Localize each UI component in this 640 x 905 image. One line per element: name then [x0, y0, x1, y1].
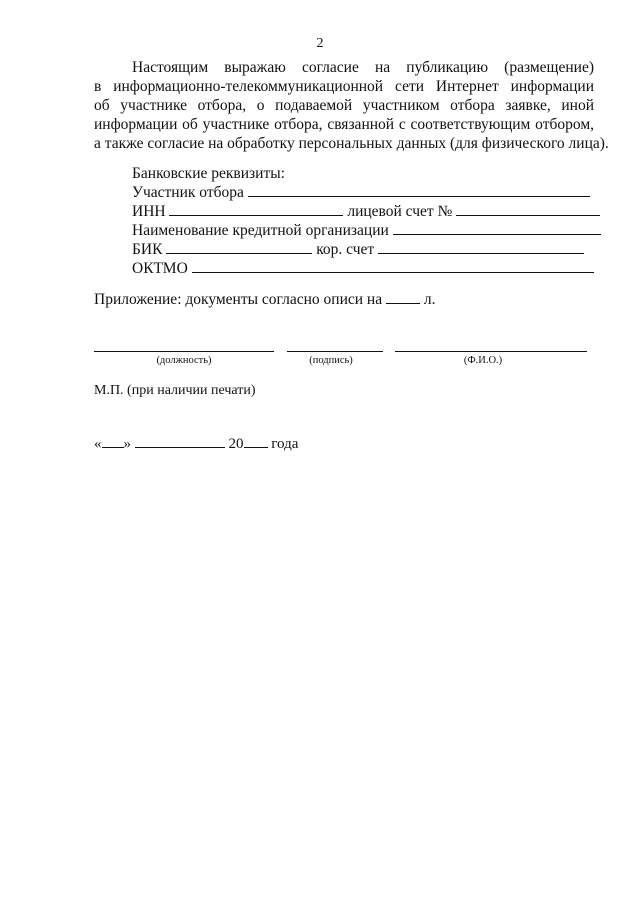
date-century: 20 [228, 436, 244, 452]
consent-paragraph [94, 58, 609, 153]
date-year-field[interactable] [244, 434, 268, 448]
oktmo-field[interactable] [192, 259, 594, 273]
appendix-suffix: л. [423, 291, 436, 308]
consent-line: а также согласие на обработку персональных данных (для физического лица). [94, 135, 609, 152]
stamp-note: М.П. (при наличии печати) [94, 383, 256, 398]
date-row [94, 434, 298, 454]
bik-field[interactable] [166, 240, 312, 254]
oktmo-row [132, 259, 594, 278]
signature-line[interactable] [287, 351, 383, 352]
inn-label: ИНН [132, 203, 166, 220]
account-field[interactable] [456, 202, 600, 216]
corr-field[interactable] [378, 240, 584, 254]
oktmo-label: ОКТМО [132, 260, 188, 277]
bik-row [132, 240, 584, 259]
inn-field[interactable] [169, 202, 343, 216]
consent-line: об участнике отбора, о подаваемой участником отбора заявке, иной [94, 97, 594, 114]
appendix-row [94, 290, 435, 309]
date-month-field[interactable] [135, 434, 225, 448]
consent-line: в информационно-телекоммуникационной сети Интернет информации [94, 78, 594, 95]
credit-org-field[interactable] [393, 221, 601, 235]
participant-row [132, 183, 590, 202]
date-open-quote: « [94, 436, 102, 452]
position-line[interactable] [94, 351, 274, 352]
date-suffix: года [271, 436, 299, 452]
consent-line: Настоящим выражаю согласие на публикацию (размещение) [132, 59, 594, 76]
page-number: 2 [316, 36, 324, 51]
date-day-field[interactable] [102, 434, 124, 448]
account-label: лицевой счет № [347, 203, 453, 220]
appendix-label: Приложение: документы согласно описи на [94, 291, 383, 308]
participant-field[interactable] [248, 183, 590, 197]
bik-label: БИК [132, 241, 163, 258]
participant-label: Участник отбора [132, 184, 244, 201]
name-caption: (Ф.И.О.) [463, 355, 503, 366]
position-caption: (должность) [156, 355, 212, 366]
credit-org-label: Наименование кредитной организации [132, 222, 389, 239]
date-close-quote: » [123, 436, 131, 452]
appendix-pages-field[interactable] [386, 290, 420, 304]
corr-label: кор. счет [316, 241, 375, 258]
consent-line: информации об участнике отбора, связанной с соответствующим отбором, [94, 116, 594, 133]
bank-heading: Банковские реквизиты: [132, 165, 285, 182]
signature-caption: (подпись) [309, 355, 353, 366]
inn-row [132, 202, 600, 221]
name-line[interactable] [395, 351, 587, 352]
credit-org-row [132, 221, 601, 240]
